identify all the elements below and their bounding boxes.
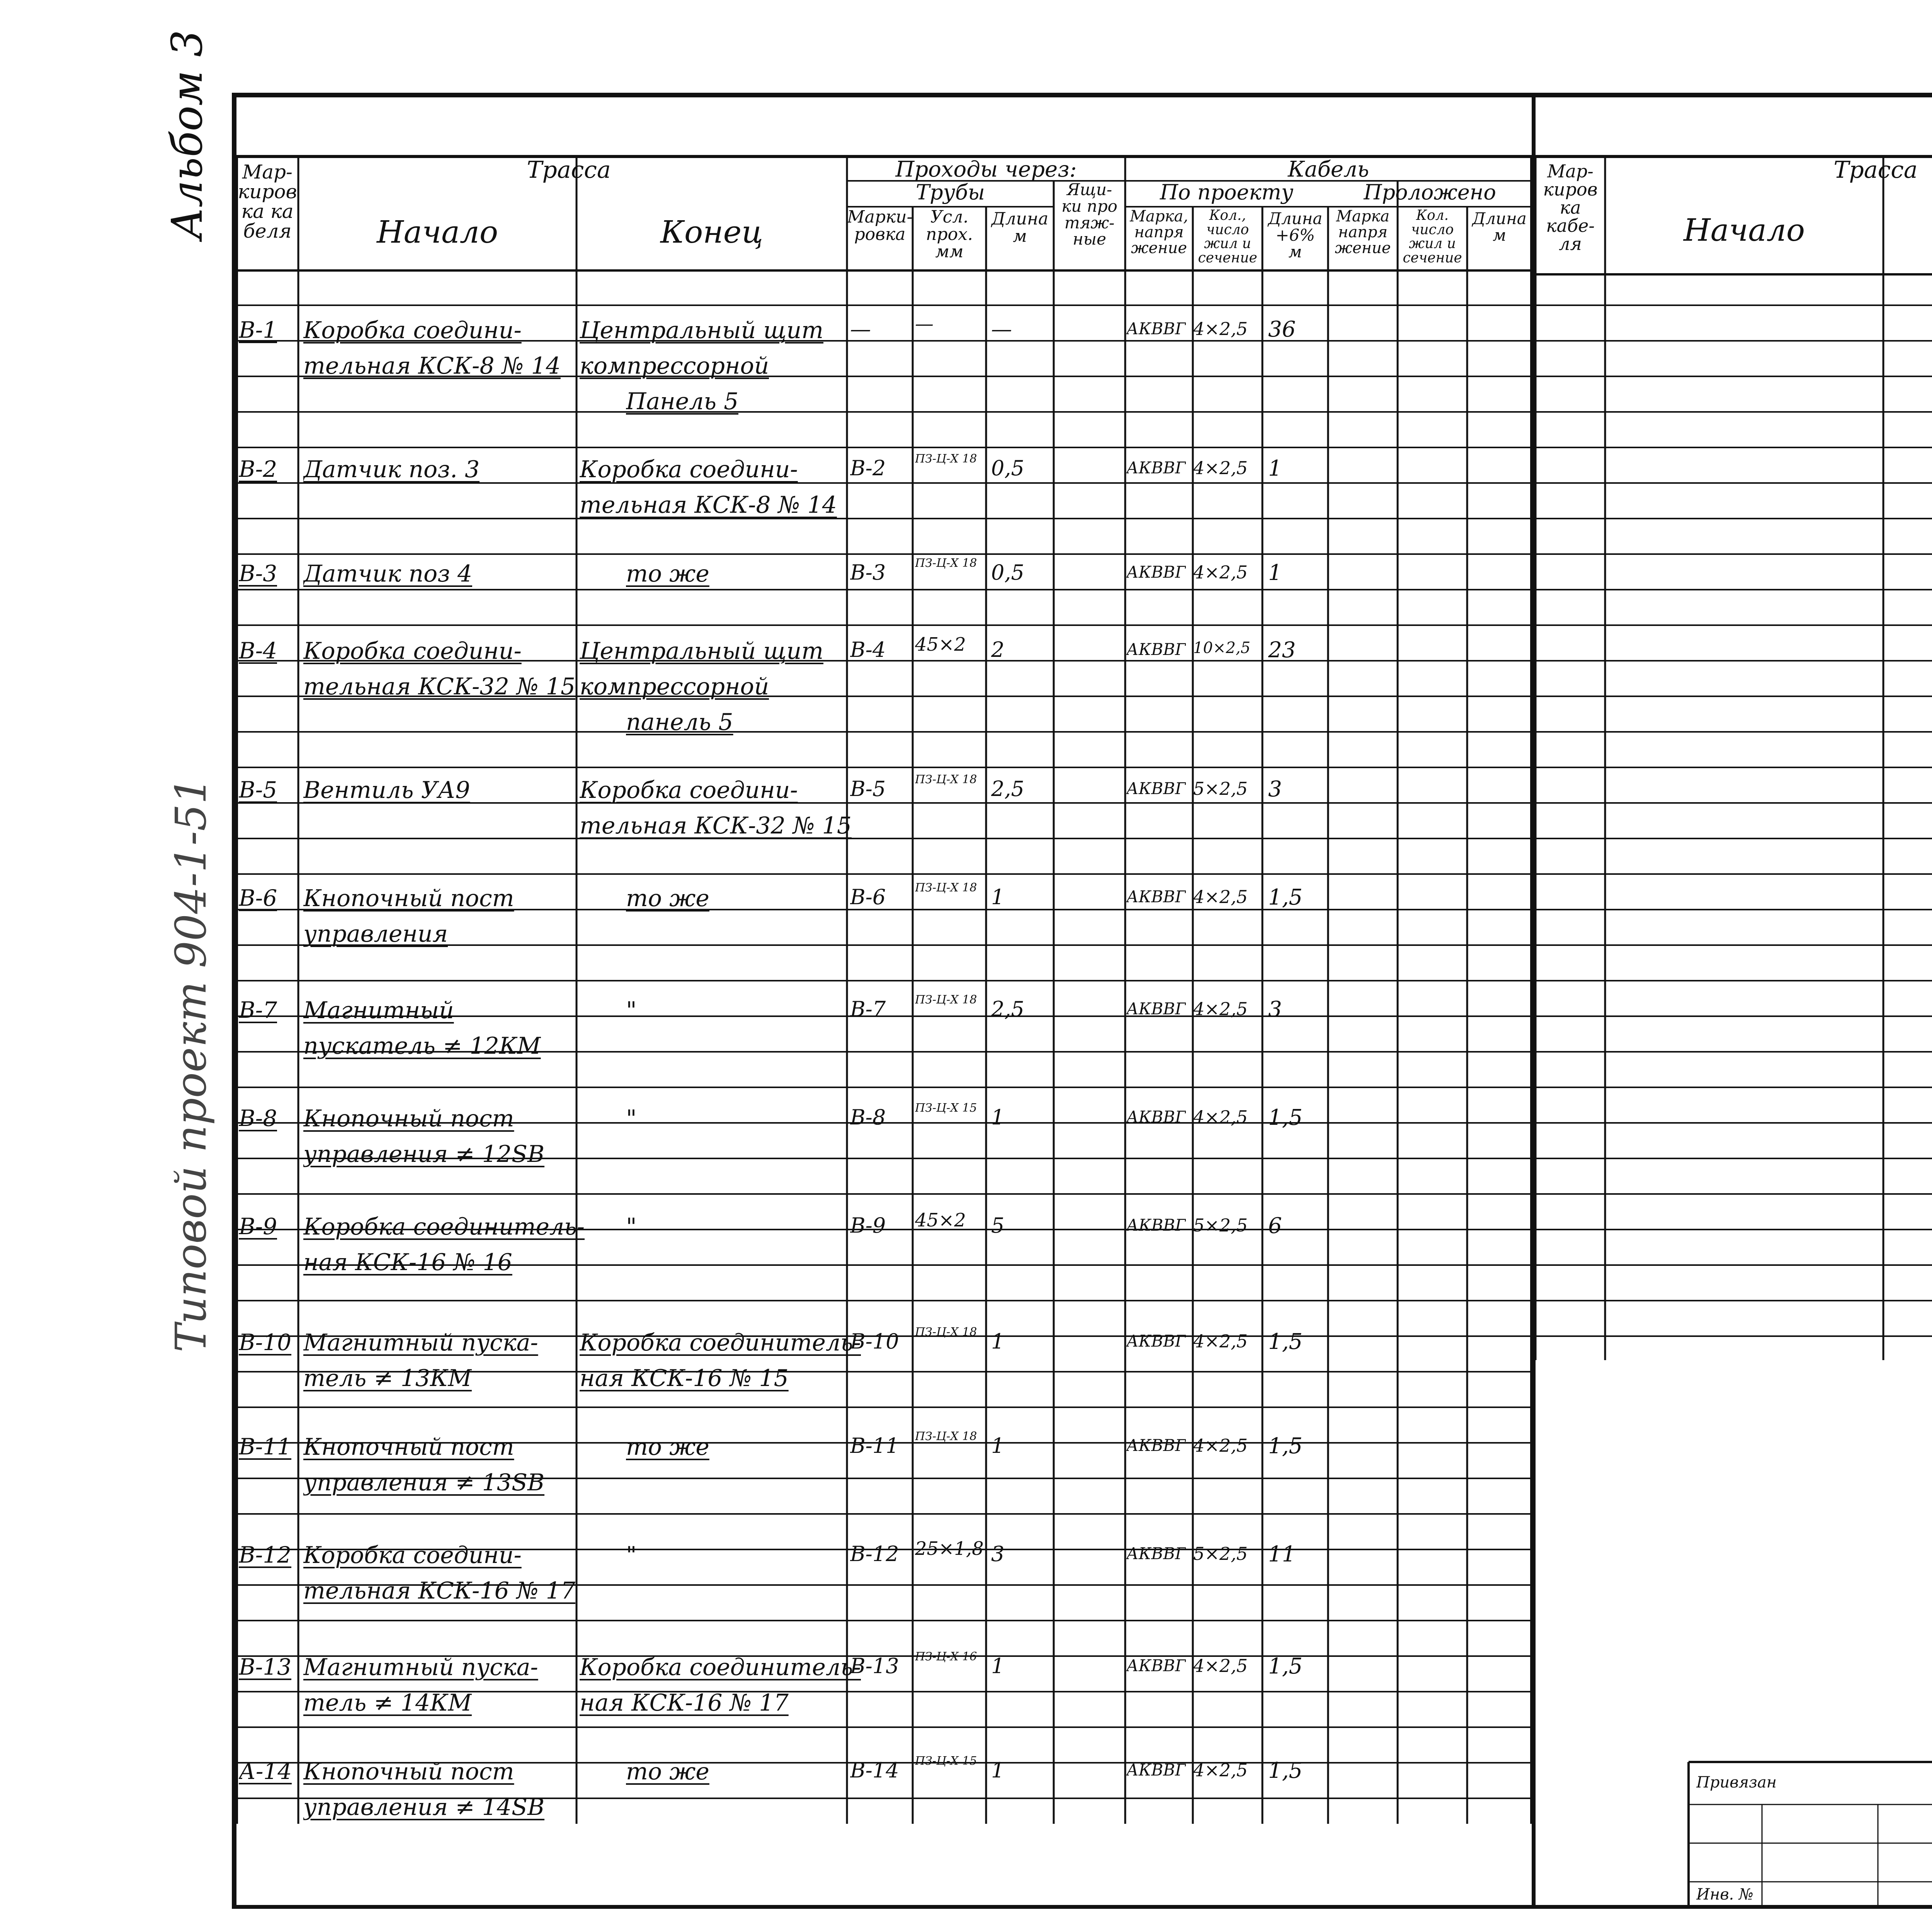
left-hdr-d-len: Длина +6% м — [1268, 211, 1323, 261]
pipe-length: 1 — [991, 1105, 1005, 1129]
cable-length: 1,5 — [1268, 1329, 1303, 1354]
route-end-line: компрессорной — [580, 352, 769, 379]
left-hdr-pipe-mark: Марки- ровка — [847, 209, 913, 244]
pipe-length: 1 — [991, 1329, 1005, 1354]
pipe-bore: ПЗ-Ц-Х 18 — [915, 556, 977, 570]
cable-length: 1,5 — [1268, 1434, 1303, 1459]
route-start-line: Коробка соединитель- — [303, 1213, 585, 1240]
cable-cores: 5×2,5 — [1193, 1215, 1248, 1236]
cable-mark: В-12 — [239, 1542, 292, 1568]
cable-cores: 4×2,5 — [1193, 562, 1248, 583]
route-start-line: Датчик поз 4 — [303, 560, 473, 587]
pipe-bore: ПЗ-Ц-Х 15 — [915, 1101, 977, 1115]
pipe-bore: ПЗ-Ц-Х 18 — [915, 773, 977, 786]
cable-length: 1,5 — [1268, 1105, 1303, 1130]
pipe-length: 0,5 — [991, 560, 1024, 585]
cable-type: АКВВГ — [1126, 1436, 1186, 1455]
cable-length: 11 — [1268, 1542, 1296, 1567]
cable-mark: В-13 — [239, 1654, 292, 1680]
left-hdr-d-cores: Кол., число жил и сечение — [1198, 209, 1257, 266]
pipe-mark: В-4 — [850, 638, 886, 662]
cable-mark: В-8 — [239, 1105, 277, 1131]
left-hdr-d-mark: Марка, напря жение — [1130, 209, 1188, 257]
cable-mark: В-4 — [239, 638, 277, 664]
route-start-line: Датчик поз. 3 — [303, 456, 480, 483]
cable-cores: 4×2,5 — [1193, 998, 1248, 1019]
side-label-project: Типовой проект 904-1-51 — [166, 777, 216, 1352]
left-hdr-end: Конец — [660, 216, 763, 250]
left-hdr-passes: Проходы через: — [895, 158, 1077, 182]
route-start-line: ная КСК-16 № 16 — [303, 1249, 512, 1276]
right-hdr-start: Начало — [1683, 214, 1805, 248]
route-start-line: Кнопочный пост — [303, 1758, 514, 1785]
route-end-line: тельная КСК-32 № 15 — [580, 812, 852, 839]
cable-length: 1,5 — [1268, 1654, 1303, 1679]
route-end-line: ная КСК-16 № 17 — [580, 1689, 789, 1716]
cable-type: АКВВГ — [1126, 1544, 1186, 1563]
route-start-line: тель ≠ 14КМ — [303, 1689, 472, 1716]
left-hdr-cable: Кабель — [1287, 158, 1369, 182]
cable-mark: А-14 — [239, 1758, 292, 1784]
route-end-same: то же — [626, 1434, 709, 1461]
pipe-length: 1 — [991, 1758, 1005, 1782]
left-hdr-boxes: Ящи- ки про тяж- ные — [1061, 182, 1117, 249]
cable-length: 36 — [1268, 317, 1296, 342]
pipe-bore: ПЗ-Ц-Х 15 — [915, 1754, 977, 1768]
pipe-mark: В-11 — [850, 1434, 899, 1458]
route-end-same: то же — [626, 1758, 709, 1785]
linked-label: Привязан — [1696, 1774, 1777, 1791]
pipe-length: 1 — [991, 885, 1005, 909]
cable-length: 1 — [1268, 560, 1282, 585]
cable-length: 1 — [1268, 456, 1282, 481]
pipe-length: 2,5 — [991, 997, 1024, 1021]
cable-length: 3 — [1268, 777, 1282, 802]
inv-label: Инв. № — [1696, 1886, 1753, 1903]
cable-mark: В-2 — [239, 456, 277, 482]
left-hdr-laid: Проложено — [1364, 182, 1496, 204]
cable-cores: 4×2,5 — [1193, 1760, 1248, 1781]
pipe-mark: — — [850, 317, 871, 341]
route-end-line: компрессорной — [580, 673, 769, 700]
pipe-mark: В-12 — [850, 1542, 899, 1566]
route-start-line: Магнитный пуска- — [303, 1329, 538, 1356]
left-hdr-l-mark: Марка напря жение — [1335, 209, 1391, 257]
cable-type: АКВВГ — [1126, 458, 1186, 477]
pipe-mark: В-14 — [850, 1758, 899, 1782]
cable-type: АКВВГ — [1126, 319, 1186, 338]
pipe-bore: 45×2 — [915, 1209, 966, 1231]
left-hdr-mark: Мар- киров ка ка беля — [238, 162, 297, 242]
route-end-line: Коробка соедини- — [580, 456, 798, 483]
route-start-line: Коробка соедини- — [303, 638, 522, 665]
route-end-line: тельная КСК-8 № 14 — [580, 492, 837, 519]
pipe-bore: 25×1,8 — [915, 1538, 984, 1560]
pipe-bore: ПЗ-Ц-Х 18 — [915, 993, 977, 1007]
cable-cores: 5×2,5 — [1193, 1543, 1248, 1564]
cable-length: 1,5 — [1268, 1758, 1303, 1783]
cable-cores: 5×2,5 — [1193, 778, 1248, 799]
route-end-line: Коробка соединитель- — [580, 1329, 861, 1356]
pipe-bore: ПЗ-Ц-Х 18 — [915, 1430, 977, 1443]
cable-mark: В-11 — [239, 1434, 292, 1460]
cable-type: АКВВГ — [1126, 1107, 1186, 1126]
pipe-length: 3 — [991, 1542, 1005, 1566]
pipe-mark: В-8 — [850, 1105, 886, 1129]
left-hdr-route: Трасса — [527, 158, 611, 184]
left-hdr-design: По проекту — [1160, 182, 1294, 204]
route-end-same: то же — [626, 885, 709, 912]
left-hdr-start: Начало — [376, 216, 498, 250]
route-start-line: Магнитный пуска- — [303, 1654, 538, 1681]
pipe-mark: В-13 — [850, 1654, 899, 1678]
route-end-line: Коробка соедини- — [580, 777, 798, 804]
route-start-line: тельная КСК-16 № 17 — [303, 1577, 576, 1604]
cable-cores: 4×2,5 — [1193, 1435, 1248, 1456]
route-start-line: Кнопочный пост — [303, 885, 514, 912]
pipe-mark: В-2 — [850, 456, 886, 480]
left-hdr-l-len: Длина м — [1472, 211, 1527, 245]
left-hdr-pipe-len: Длина м — [991, 211, 1049, 246]
route-start-line: тельная КСК-8 № 14 — [303, 352, 561, 379]
cable-cores: 4×2,5 — [1193, 1107, 1248, 1128]
left-hdr-l-cores: Кол. число жил и сечение — [1403, 209, 1462, 266]
route-start-line: Кнопочный пост — [303, 1434, 514, 1461]
route-end-same: " — [626, 997, 637, 1024]
right-hdr-mark: Мар- киров ка кабе- ля — [1543, 162, 1598, 254]
cable-mark: В-3 — [239, 560, 277, 587]
pipe-length: 5 — [991, 1213, 1005, 1238]
route-end-line: Центральный щит — [580, 638, 823, 665]
pipe-mark: В-6 — [850, 885, 886, 909]
route-end-same: " — [626, 1213, 637, 1240]
cable-type: АКВВГ — [1126, 779, 1186, 798]
left-hdr-pipes: Трубы — [916, 182, 985, 204]
cable-type: АКВВГ — [1126, 563, 1186, 582]
pipe-mark: В-10 — [850, 1329, 899, 1354]
route-start-line: управления — [303, 920, 448, 947]
cable-type: АКВВГ — [1126, 640, 1186, 659]
pipe-mark: В-5 — [850, 777, 886, 801]
cable-length: 3 — [1268, 997, 1282, 1022]
pipe-bore: ПЗ-Ц-Х 16 — [915, 1650, 977, 1663]
route-start-line: Магнитный — [303, 997, 454, 1024]
cable-type: АКВВГ — [1126, 999, 1186, 1018]
route-end-line: панель 5 — [626, 709, 733, 736]
route-start-line: Коробка соедини- — [303, 1542, 522, 1569]
cable-cores: 10×2,5 — [1193, 639, 1251, 657]
pipe-length: 1 — [991, 1654, 1005, 1678]
pipe-length: 1 — [991, 1434, 1005, 1458]
pipe-length: 2,5 — [991, 777, 1024, 801]
cable-mark: В-10 — [239, 1329, 292, 1355]
pipe-bore: 45×2 — [915, 634, 966, 655]
side-label-album: Альбом 3 — [162, 30, 212, 240]
route-end-same: " — [626, 1105, 637, 1132]
route-end-line: Центральный щит — [580, 317, 823, 344]
cable-cores: 4×2,5 — [1193, 1655, 1248, 1676]
route-start-line: управления ≠ 14SВ — [303, 1794, 545, 1821]
cable-cores: 4×2,5 — [1193, 1331, 1248, 1352]
cable-length: 23 — [1268, 638, 1296, 663]
route-end-same: " — [626, 1542, 637, 1569]
route-start-line: тельная КСК-32 № 15 — [303, 673, 576, 700]
route-start-line: Вентиль УА9 — [303, 777, 470, 804]
cable-type: АКВВГ — [1126, 1332, 1186, 1350]
route-start-line: Кнопочный пост — [303, 1105, 514, 1132]
pipe-bore: ПЗ-Ц-Х 18 — [915, 452, 977, 466]
route-end-same: то же — [626, 560, 709, 587]
route-end-line: Панель 5 — [626, 388, 739, 415]
pipe-bore: ПЗ-Ц-Х 18 — [915, 881, 977, 895]
cable-length: 1,5 — [1268, 885, 1303, 910]
cable-cores: 4×2,5 — [1193, 457, 1248, 478]
pipe-length: 2 — [991, 638, 1005, 662]
pipe-bore: ПЗ-Ц-Х 18 — [915, 1325, 977, 1339]
pipe-bore: — — [915, 313, 934, 335]
right-hdr-route: Трасса — [1833, 158, 1918, 184]
cable-type: АКВВГ — [1126, 887, 1186, 906]
cable-mark: В-6 — [239, 885, 277, 911]
cable-type: АКВВГ — [1126, 1656, 1186, 1675]
route-start-line: управления ≠ 12SВ — [303, 1141, 545, 1168]
route-start-line: управления ≠ 13SВ — [303, 1469, 545, 1496]
cable-mark: В-7 — [239, 997, 277, 1023]
pipe-length: — — [991, 317, 1012, 341]
route-end-line: ная КСК-16 № 15 — [580, 1365, 789, 1392]
pipe-mark: В-9 — [850, 1213, 886, 1238]
cable-cores: 4×2,5 — [1193, 318, 1248, 339]
cable-mark: В-1 — [239, 317, 277, 343]
cable-type: АКВВГ — [1126, 1216, 1186, 1235]
route-end-line: Коробка соединитель- — [580, 1654, 861, 1681]
pipe-mark: В-7 — [850, 997, 886, 1021]
cable-type: АКВВГ — [1126, 1760, 1186, 1779]
cable-mark: В-5 — [239, 777, 277, 803]
route-start-line: Коробка соедини- — [303, 317, 522, 344]
cable-cores: 4×2,5 — [1193, 886, 1248, 907]
cable-mark: В-9 — [239, 1213, 277, 1240]
left-hdr-pipe-bore: Усл. прох. мм — [926, 209, 973, 262]
pipe-length: 0,5 — [991, 456, 1024, 480]
pipe-mark: В-3 — [850, 560, 886, 585]
route-start-line: пускатель ≠ 12КМ — [303, 1032, 541, 1060]
right-hdr-end — [1883, 214, 1932, 253]
route-start-line: тель ≠ 13КМ — [303, 1365, 472, 1392]
cable-length: 6 — [1268, 1213, 1282, 1238]
